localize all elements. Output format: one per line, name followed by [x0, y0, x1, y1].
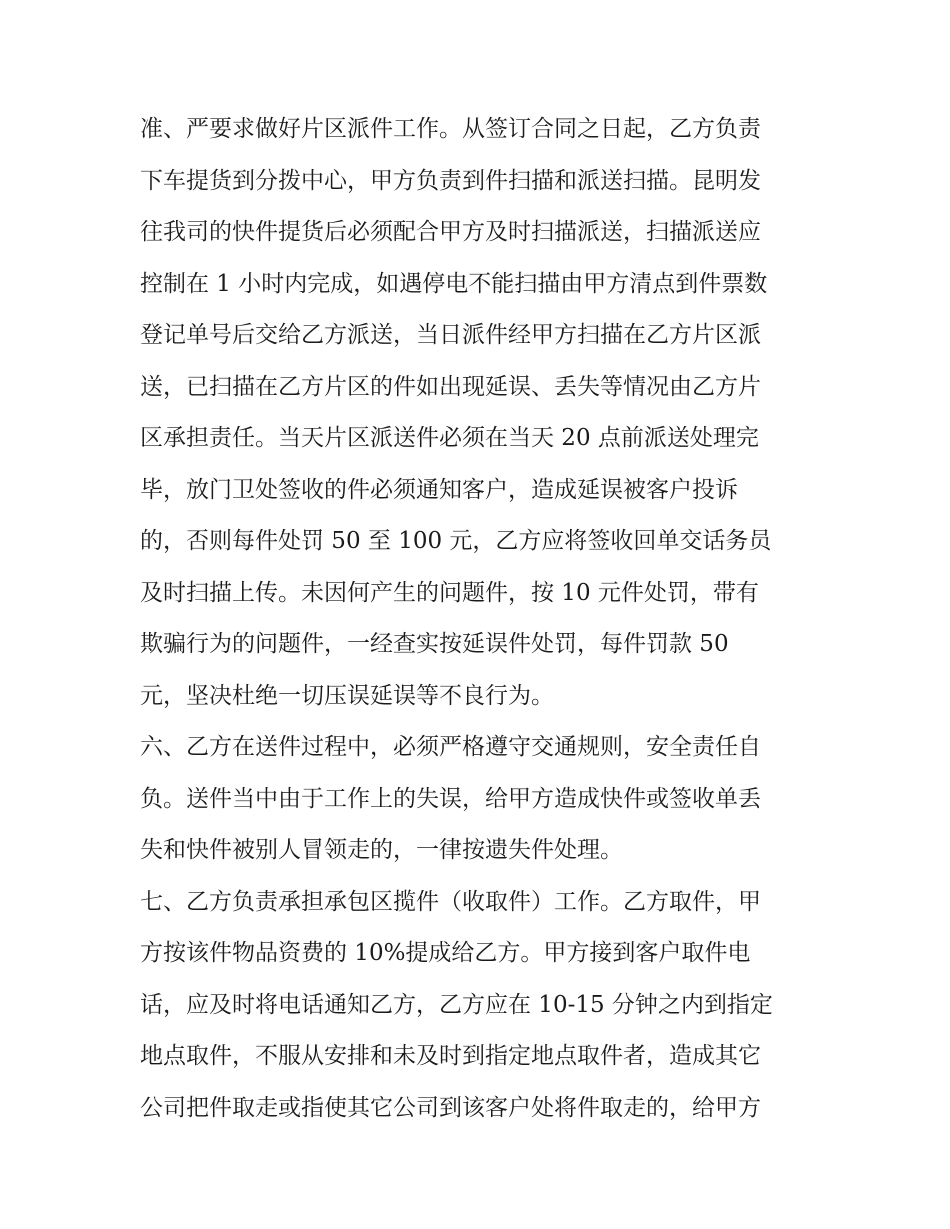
text-line-14: 负。送件当中由于工作上的失误，给甲方造成快件或签收单丢	[140, 785, 761, 812]
text-line-11: 欺骗行为的问题件，一经查实按延误件处罚，每件罚款 50	[140, 631, 729, 657]
text-line-3: 往我司的快件提货后必须配合甲方及时扫描派送，扫描派送应	[140, 219, 761, 245]
text-line-17: 方按该件物品资费的 10%提成给乙方。甲方接到客户取件电	[140, 940, 751, 966]
text-line-8: 毕，放门卫处签收的件必须通知客户，造成延误被客户投诉	[140, 476, 738, 503]
text-line-18: 话，应及时将电话通知乙方，乙方应在 10-15 分钟之内到指定	[140, 991, 773, 1018]
contract-text	[140, 104, 820, 1134]
text-line-5: 登记单号后交给乙方派送，当日派件经甲方扫描在乙方片区派	[140, 322, 761, 348]
text-line-6: 送，已扫描在乙方片区的件如出现延误、丢失等情况由乙方片	[140, 373, 761, 400]
text-line-4: 控制在 1 小时内完成，如遇停电不能扫描由甲方清点到件票数	[140, 270, 768, 297]
text-line-16: 七、乙方负责承担承包区揽件（收取件）工作。乙方取件，甲	[140, 888, 761, 915]
text-line-2: 下车提货到分拨中心，甲方负责到件扫描和派送扫描。昆明发	[140, 167, 761, 194]
text-line-12: 元，坚决杜绝一切压误延误等不良行为。	[140, 682, 554, 709]
text-line-9: 的，否则每件处罚 50 至 100 元，乙方应将签收回单交话务员	[140, 528, 772, 554]
text-line-1: 准、严要求做好片区派件工作。从签订合同之日起，乙方负责	[140, 116, 761, 142]
text-line-7: 区承担责任。当天片区派送件必须在当天 20 点前派送处理完	[140, 425, 759, 451]
text-line-15: 失和快件被别人冒领走的，一律按遗失件处理。	[140, 837, 623, 863]
text-line-19: 地点取件，不服从安排和未及时到指定地点取件者，造成其它	[140, 1043, 761, 1069]
text-line-10: 及时扫描上传。未因何产生的问题件，按 10 元件处罚，带有	[140, 579, 759, 606]
text-line-13: 六、乙方在送件过程中，必须严格遵守交通规则，安全责任自	[140, 734, 761, 760]
text-line-20: 公司把件取走或指使其它公司到该客户处将件取走的，给甲方	[140, 1094, 761, 1121]
